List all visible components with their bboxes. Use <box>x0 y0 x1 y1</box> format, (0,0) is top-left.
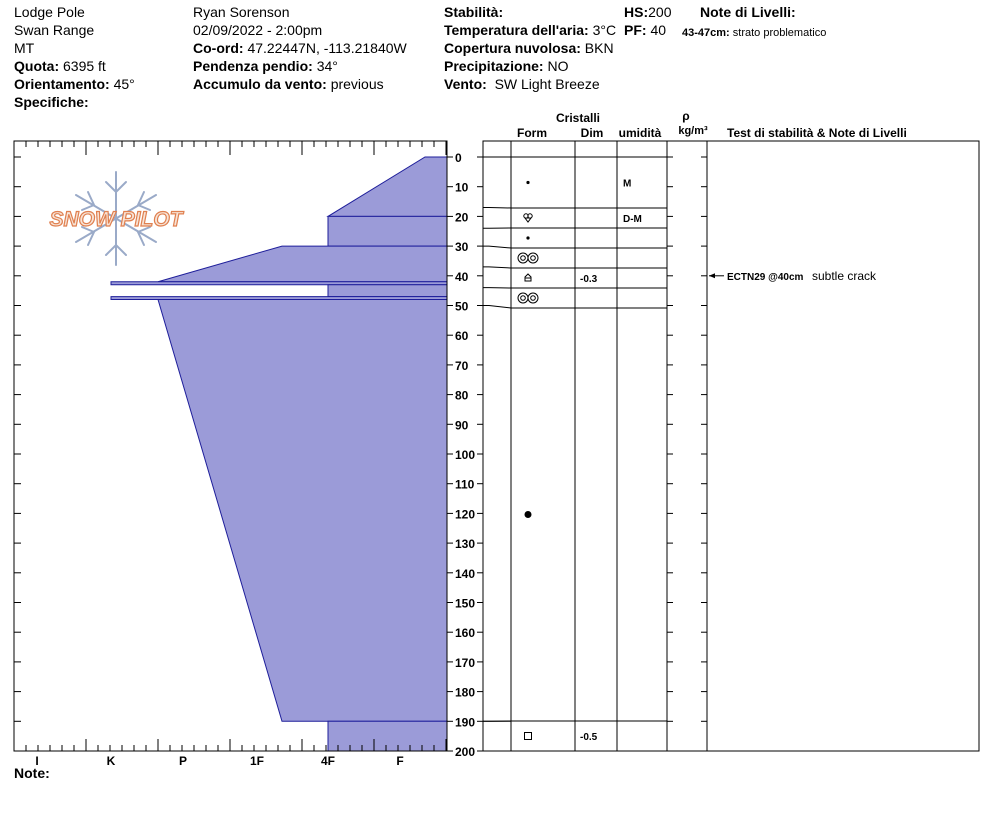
layer-note-text: strato problematico <box>732 27 827 39</box>
faceted-crystal-icon <box>525 733 532 740</box>
hardness-layer-7 <box>328 721 447 751</box>
decomposing-crystal-icon <box>524 214 532 222</box>
hs-label: HS: <box>624 4 649 20</box>
pf-label: PF: <box>624 22 647 38</box>
hs-value: 200 <box>648 4 672 20</box>
wind-load-label: Accumulo da vento: <box>193 76 327 92</box>
table-border <box>483 141 979 751</box>
crystal-rows <box>518 179 642 744</box>
hardness-layer-0 <box>328 157 447 216</box>
pf-value: 40 <box>650 22 667 38</box>
crystal-size: -0.5 <box>580 732 598 743</box>
small-dot-icon <box>526 236 529 239</box>
depth-tick-label: 80 <box>455 388 469 403</box>
hardness-layer-1 <box>328 216 447 246</box>
depth-tick-label: 160 <box>455 626 476 641</box>
layer-connector <box>483 246 511 248</box>
snowpilot-logo <box>50 172 185 265</box>
depth-tick-label: 10 <box>455 180 469 195</box>
test-code: ECTN29 @40cm <box>727 271 804 283</box>
depth-tick-label: 40 <box>455 269 469 284</box>
surface-hoar-icon <box>525 274 531 281</box>
depth-tick-label: 140 <box>455 566 476 581</box>
hardness-label-1F: 1F <box>249 754 265 768</box>
header-tests: Test di stabilità & Note di Livelli <box>727 126 907 140</box>
large-dot-icon <box>525 511 532 518</box>
layer-connector <box>483 207 511 208</box>
melt-forms-icon <box>518 293 538 303</box>
header-form: Form <box>517 126 547 140</box>
depth-tick-label: 110 <box>455 477 475 492</box>
location: Lodge Pole <box>14 4 85 20</box>
small-dot-icon <box>526 181 529 184</box>
crystal-moisture: M <box>623 178 632 190</box>
wind-label: Vento: <box>444 76 487 92</box>
header-crystals: Cristalli <box>555 111 601 125</box>
stability-tests <box>709 269 877 283</box>
range: Swan Range <box>14 22 95 38</box>
depth-axis <box>447 151 483 759</box>
air-temp-value: 3°C <box>592 22 617 38</box>
specifics-label: Specifiche: <box>14 94 89 110</box>
hardness-layer-6 <box>158 300 447 722</box>
depth-tick-label: 150 <box>455 596 476 611</box>
depth-tick-label: 120 <box>455 507 476 522</box>
state: MT <box>14 40 35 56</box>
header-density-symbol: ρ <box>682 109 690 123</box>
cloud-label: Copertura nuvolosa: <box>444 40 581 56</box>
hardness-label-P: P <box>178 754 188 768</box>
depth-tick-label: 0 <box>455 151 462 165</box>
precip-label: Precipitazione: <box>444 58 544 74</box>
depth-tick-label: 200 <box>455 745 476 759</box>
hardness-layers <box>111 157 447 751</box>
depth-tick-label: 20 <box>455 210 469 225</box>
elevation-value: 6395 ft <box>63 58 106 74</box>
crystal-size: -0.3 <box>580 274 598 285</box>
stability-label: Stabilità: <box>444 4 504 20</box>
coord-label: Co-ord: <box>193 40 244 56</box>
crystal-table <box>483 141 979 751</box>
layer-connector <box>483 306 511 309</box>
hardness-axis <box>35 754 403 768</box>
header-moisture: umidità <box>618 126 662 140</box>
note-label: Note: <box>14 765 50 781</box>
depth-tick-label: 30 <box>455 240 469 255</box>
layer-connector <box>483 267 511 268</box>
wind-value: SW Light Breeze <box>494 76 600 92</box>
hardness-label-K: K <box>106 754 116 768</box>
melt-forms-icon <box>518 253 538 263</box>
depth-tick-label: 130 <box>455 537 476 552</box>
hardness-layer-2 <box>158 246 447 282</box>
depth-tick-label: 180 <box>455 685 476 700</box>
layer-notes-title: Note di Livelli: <box>700 4 796 20</box>
slope-value: 34° <box>316 58 338 74</box>
depth-tick-label: 190 <box>455 715 476 730</box>
observation-datetime: 02/09/2022 - 2:00pm <box>193 22 323 38</box>
elevation-label: Quota: <box>14 58 60 74</box>
logo-text: SNOW PILOT <box>49 208 183 231</box>
observer-name: Ryan Sorenson <box>193 4 290 20</box>
air-temp-label: Temperatura dell'aria: <box>444 22 589 38</box>
aspect-value: 45° <box>113 76 135 92</box>
depth-tick-label: 100 <box>455 448 476 462</box>
aspect-label: Orientamento: <box>14 76 110 92</box>
wind-load-value: previous <box>330 76 384 92</box>
slope-label: Pendenza pendio: <box>193 58 313 74</box>
depth-tick-label: 70 <box>455 358 469 373</box>
test-arrow-icon <box>709 273 715 278</box>
header-density-unit: kg/m³ <box>678 125 708 137</box>
cloud-value: BKN <box>584 40 614 56</box>
hardness-label-4F: 4F <box>320 754 336 768</box>
header-size: Dim <box>580 126 604 140</box>
precip-value: NO <box>547 58 569 74</box>
test-note: subtle crack <box>812 268 877 283</box>
crystal-moisture: D-M <box>623 214 642 225</box>
layer-connectors <box>483 207 511 721</box>
depth-tick-label: 170 <box>455 655 476 670</box>
coord-value: 47.22447N, -113.21840W <box>247 40 407 56</box>
depth-tick-label: 60 <box>455 329 469 344</box>
hardness-label-I: I <box>35 754 39 768</box>
layer-note-range: 43-47cm: <box>682 27 730 39</box>
hardness-layer-4 <box>328 285 447 297</box>
depth-tick-label: 90 <box>455 418 469 433</box>
depth-tick-label: 50 <box>455 299 469 314</box>
hardness-label-F: F <box>396 754 404 768</box>
